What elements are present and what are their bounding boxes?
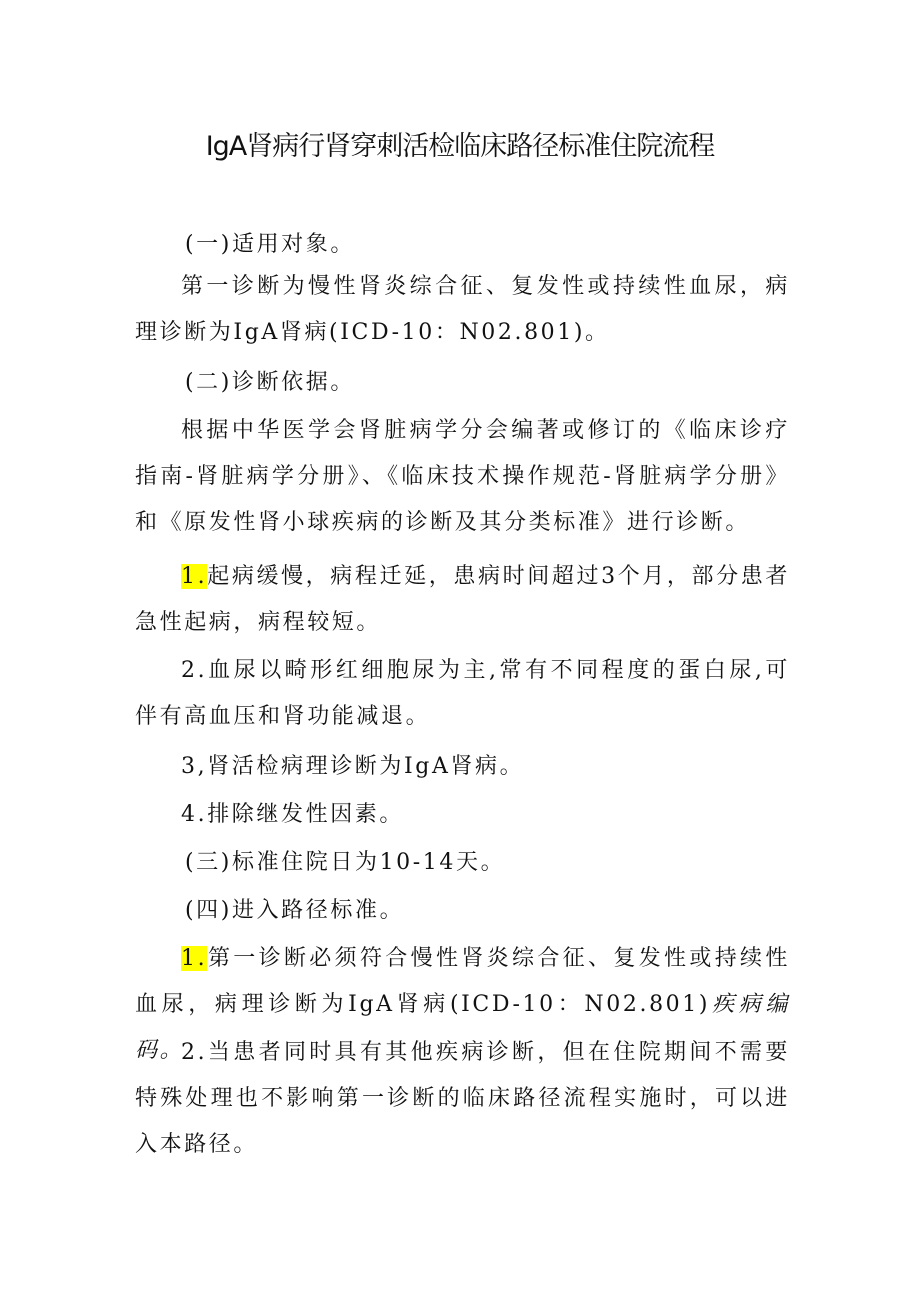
- section-2-item-3: 3,肾活检病理诊断为IgA肾病。: [181, 754, 525, 779]
- disease-code-note: 疾病编码。: [135, 992, 790, 1063]
- item-1-number-highlight: 1.: [181, 946, 208, 971]
- section-2-item-4: 4.排除继发性因素。: [181, 802, 404, 827]
- item-1-text: 第一诊断必须符合慢性肾炎综合征、复发性或持续性血尿，病理诊断为IgA肾病(ICD-10：N02.801): [135, 946, 790, 1017]
- section-2-body: 根据中华医学会肾脏病学分会编著或修订的《临床诊疗指南-肾脏病学分册》、《临床技术操作规范-肾脏病学分册》和《原发性肾小球疾病的诊断及其分类标准》进行诊断。: [135, 418, 790, 535]
- section-4-item-2: 2.当患者同时具有其他疾病诊断，但在住院期间不需要特殊处理也不影响第一诊断的临床路径流程实施时，可以进入本路径。: [135, 1040, 790, 1157]
- section-2-heading: (二)诊断依据。: [185, 370, 355, 395]
- document-title: IgA肾病行肾穿刺活检临床路径标准住院流程: [205, 131, 715, 162]
- section-2-item-1: [135, 554, 790, 646]
- item-1-text: 起病缓慢，病程迁延，患病时间超过3个月，部分患者急性起病，病程较短。: [135, 564, 790, 635]
- item-1-number-highlight: 1.: [181, 564, 208, 589]
- section-2-item-2: 2.血尿以畸形红细胞尿为主,常有不同程度的蛋白尿,可伴有高血压和肾功能减退。: [135, 658, 790, 729]
- section-3-heading: (三)标准住院日为10-14天。: [185, 850, 506, 875]
- section-1-body: 第一诊断为慢性肾炎综合征、复发性或持续性血尿，病理诊断为IgA肾病(ICD-10：N02.801)。: [135, 274, 790, 345]
- section-1-heading: (一)适用对象。: [185, 232, 355, 257]
- section-4-heading: (四)进入路径标准。: [185, 898, 405, 923]
